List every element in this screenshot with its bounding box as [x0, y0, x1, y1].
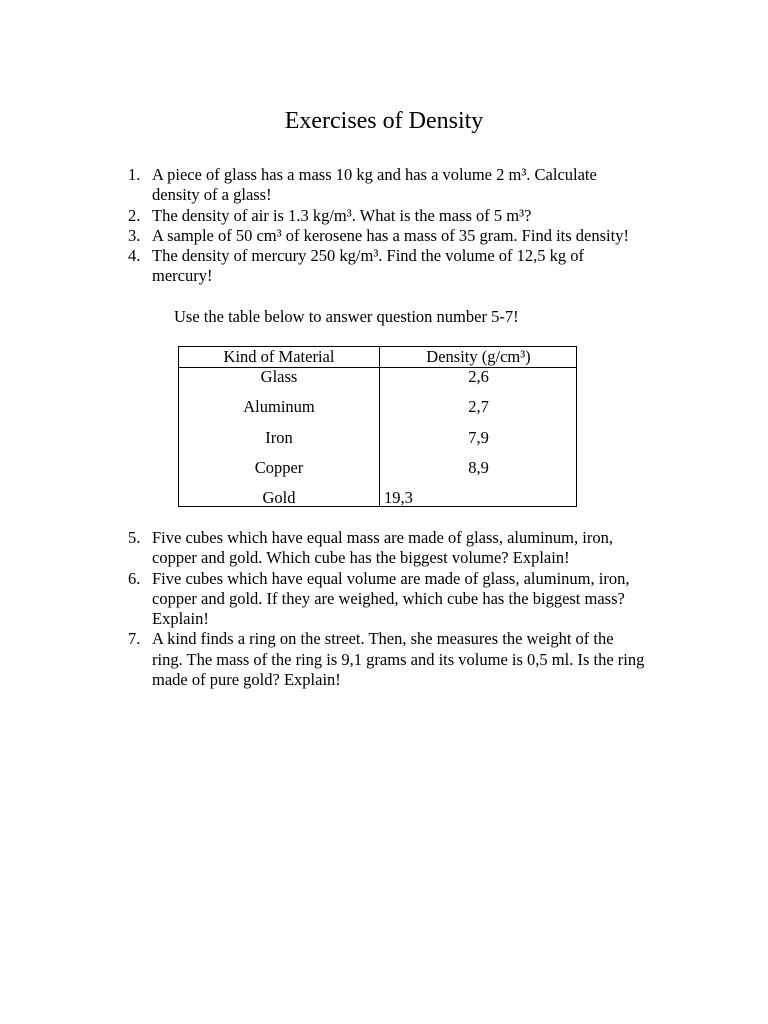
- page-title: Exercises of Density: [284, 108, 484, 134]
- question-item: [128, 569, 648, 630]
- question-item: [128, 528, 648, 569]
- question-text: A piece of glass has a mass 10 kg and has a volume 2 m³. Calculate density of a glass!: [152, 165, 597, 205]
- table-cell-density: 2,6: [468, 367, 489, 386]
- table-header-density: Density (g/cm³): [426, 347, 531, 366]
- table-cell-material: Copper: [254, 458, 304, 477]
- question-item: [128, 165, 648, 206]
- question-number: 2.: [128, 205, 141, 225]
- table-cell-density: 8,9: [468, 458, 489, 477]
- question-item: [128, 246, 648, 287]
- table-cell-material: Glass: [260, 367, 298, 386]
- question-text: The density of air is 1.3 kg/m³. What is the mass of 5 m³?: [152, 205, 532, 225]
- question-list-1: [128, 165, 648, 287]
- table-cell-density: 7,9: [468, 428, 489, 447]
- question-number: 1.: [128, 165, 141, 184]
- question-text: The density of mercury 250 kg/m³. Find the volume of 12,5 kg of mercury!: [152, 246, 585, 286]
- table-cell-density: 19,3: [384, 488, 413, 507]
- table-cell-material: Iron: [265, 428, 293, 447]
- question-text: A sample of 50 cm³ of kerosene has a mass of 35 gram. Find its density!: [152, 225, 629, 245]
- question-number: 5.: [128, 528, 141, 547]
- question-text: A kind finds a ring on the street. Then, she measures the weight of the ring. The mass of the ring is 9,1 grams and its volume is 0,5 ml. Is the ring made of pure gold? Explain!: [152, 629, 645, 690]
- question-number: 7.: [128, 629, 141, 649]
- question-number: 3.: [128, 225, 141, 245]
- question-item: [128, 629, 648, 690]
- table-cell-density: 2,7: [468, 397, 489, 416]
- table-cell-material: Gold: [262, 488, 296, 507]
- density-table: [178, 346, 577, 507]
- question-item: [128, 206, 648, 226]
- question-list-2: [128, 528, 648, 690]
- question-number: 6.: [128, 568, 141, 588]
- question-item: [128, 226, 648, 246]
- table-cell-material: Aluminum: [243, 397, 315, 416]
- table-instruction: Use the table below to answer question number 5-7!: [174, 307, 519, 326]
- question-text: Five cubes which have equal volume are made of glass, aluminum, iron, copper and gold. If they are weighed, which cube has the biggest mass? Explain!: [152, 568, 630, 629]
- question-text: Five cubes which have equal mass are made of glass, aluminum, iron, copper and gold. Which cube has the biggest volume? Explain!: [152, 528, 613, 568]
- question-number: 4.: [128, 246, 141, 266]
- table-header-material: Kind of Material: [223, 347, 335, 366]
